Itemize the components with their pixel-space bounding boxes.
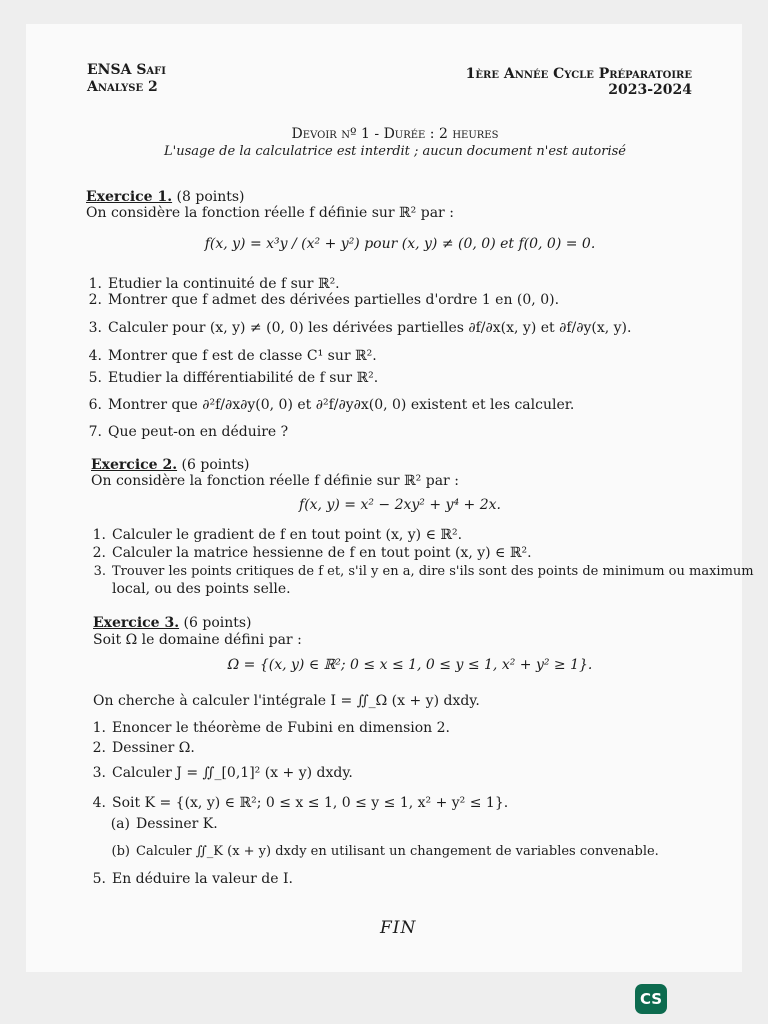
ex3-intro: Soit Ω le domaine défini par : xyxy=(93,632,302,648)
ex2-title: Exercice 2. xyxy=(91,457,178,473)
ex1-item-7: 7. Que peut-on en déduire ? xyxy=(88,424,289,440)
ex3-subitem-a: (a) Dessiner K. xyxy=(110,816,218,832)
ex3-title: Exercice 3. xyxy=(93,615,180,631)
ex1-item-2: 2. Montrer que f admet des dérivées partielles d'ordre 1 en (0, 0). xyxy=(88,292,560,308)
fin-label: FIN xyxy=(380,918,417,938)
ex3-item-4: 4. Soit K = {(x, y) ∈ ℝ²; 0 ≤ x ≤ 1, 0 ≤ y ≤ 1, x² + y² ≤ 1}. xyxy=(92,795,509,811)
level: 1ère Année Cycle Préparatoire xyxy=(465,66,692,82)
ex1-intro: On considère la fonction réelle f définie sur ℝ² par : xyxy=(86,205,454,221)
ex2-intro: On considère la fonction réelle f définie sur ℝ² par : xyxy=(91,473,459,489)
ex3-subitem-b: (b) Calculer ∬_K (x + y) dxdy en utilisant un changement de variables convenable. xyxy=(111,844,659,859)
ex1-formula: f(x, y) = x³y / (x² + y²) pour (x, y) ≠ (0, 0) et f(0, 0) = 0. xyxy=(204,236,596,252)
ex2-points: (6 points) xyxy=(181,457,250,473)
school-year: 2023-2024 xyxy=(608,82,692,98)
ex3-integral: On cherche à calculer l'intégrale I = ∬_Ω (x + y) dxdy. xyxy=(93,693,480,709)
ex3-points: (6 points) xyxy=(183,615,252,631)
ex1-points: (8 points) xyxy=(176,189,245,205)
ex1-item-1: 1. Etudier la continuité de f sur ℝ². xyxy=(88,276,340,292)
ex2-item-3-cont: local, ou des points selle. xyxy=(112,581,291,597)
ex3-heading xyxy=(93,615,252,632)
ex2-item-1: 1. Calculer le gradient de f en tout point (x, y) ∈ ℝ². xyxy=(92,527,463,543)
ex1-title: Exercice 1. xyxy=(86,189,173,205)
ex3-item-2: 2. Dessiner Ω. xyxy=(92,740,195,756)
ex2-formula: f(x, y) = x² − 2xy² + y⁴ + 2x. xyxy=(299,497,501,513)
school-name: ENSA Safi xyxy=(87,62,166,78)
ex1-heading xyxy=(86,189,245,206)
ex1-item-4: 4. Montrer que f est de classe C¹ sur ℝ². xyxy=(88,348,377,364)
ex2-item-3: 3. Trouver les points critiques de f et, s'il y en a, dire s'ils sont des points de minimum ou maximum xyxy=(93,564,754,579)
ex1-item-5: 5. Etudier la différentiabilité de f sur ℝ². xyxy=(88,370,379,386)
camscanner-logo: CS xyxy=(635,984,667,1014)
ex2-heading xyxy=(91,457,250,474)
exam-title: Devoir nº 1 - Durée : 2 heures xyxy=(291,126,499,142)
course-name: Analyse 2 xyxy=(87,79,158,95)
ex3-formula: Ω = {(x, y) ∈ ℝ²; 0 ≤ x ≤ 1, 0 ≤ y ≤ 1, x² + y² ≥ 1}. xyxy=(227,657,593,673)
ex3-item-1: 1. Enoncer le théorème de Fubini en dimension 2. xyxy=(92,720,451,736)
ex1-item-6: 6. Montrer que ∂²f/∂x∂y(0, 0) et ∂²f/∂y∂x(0, 0) existent et les calculer. xyxy=(88,397,575,413)
ex3-item-3: 3. Calculer J = ∬_[0,1]² (x + y) dxdy. xyxy=(92,765,353,781)
exam-rules: L'usage de la calculatrice est interdit ; aucun document n'est autorisé xyxy=(164,144,626,159)
ex3-item-5: 5. En déduire la valeur de I. xyxy=(92,871,293,887)
ex1-item-3: 3. Calculer pour (x, y) ≠ (0, 0) les dérivées partielles ∂f/∂x(x, y) et ∂f/∂y(x, y). xyxy=(88,320,632,336)
ex2-item-2: 2. Calculer la matrice hessienne de f en tout point (x, y) ∈ ℝ². xyxy=(92,545,532,561)
